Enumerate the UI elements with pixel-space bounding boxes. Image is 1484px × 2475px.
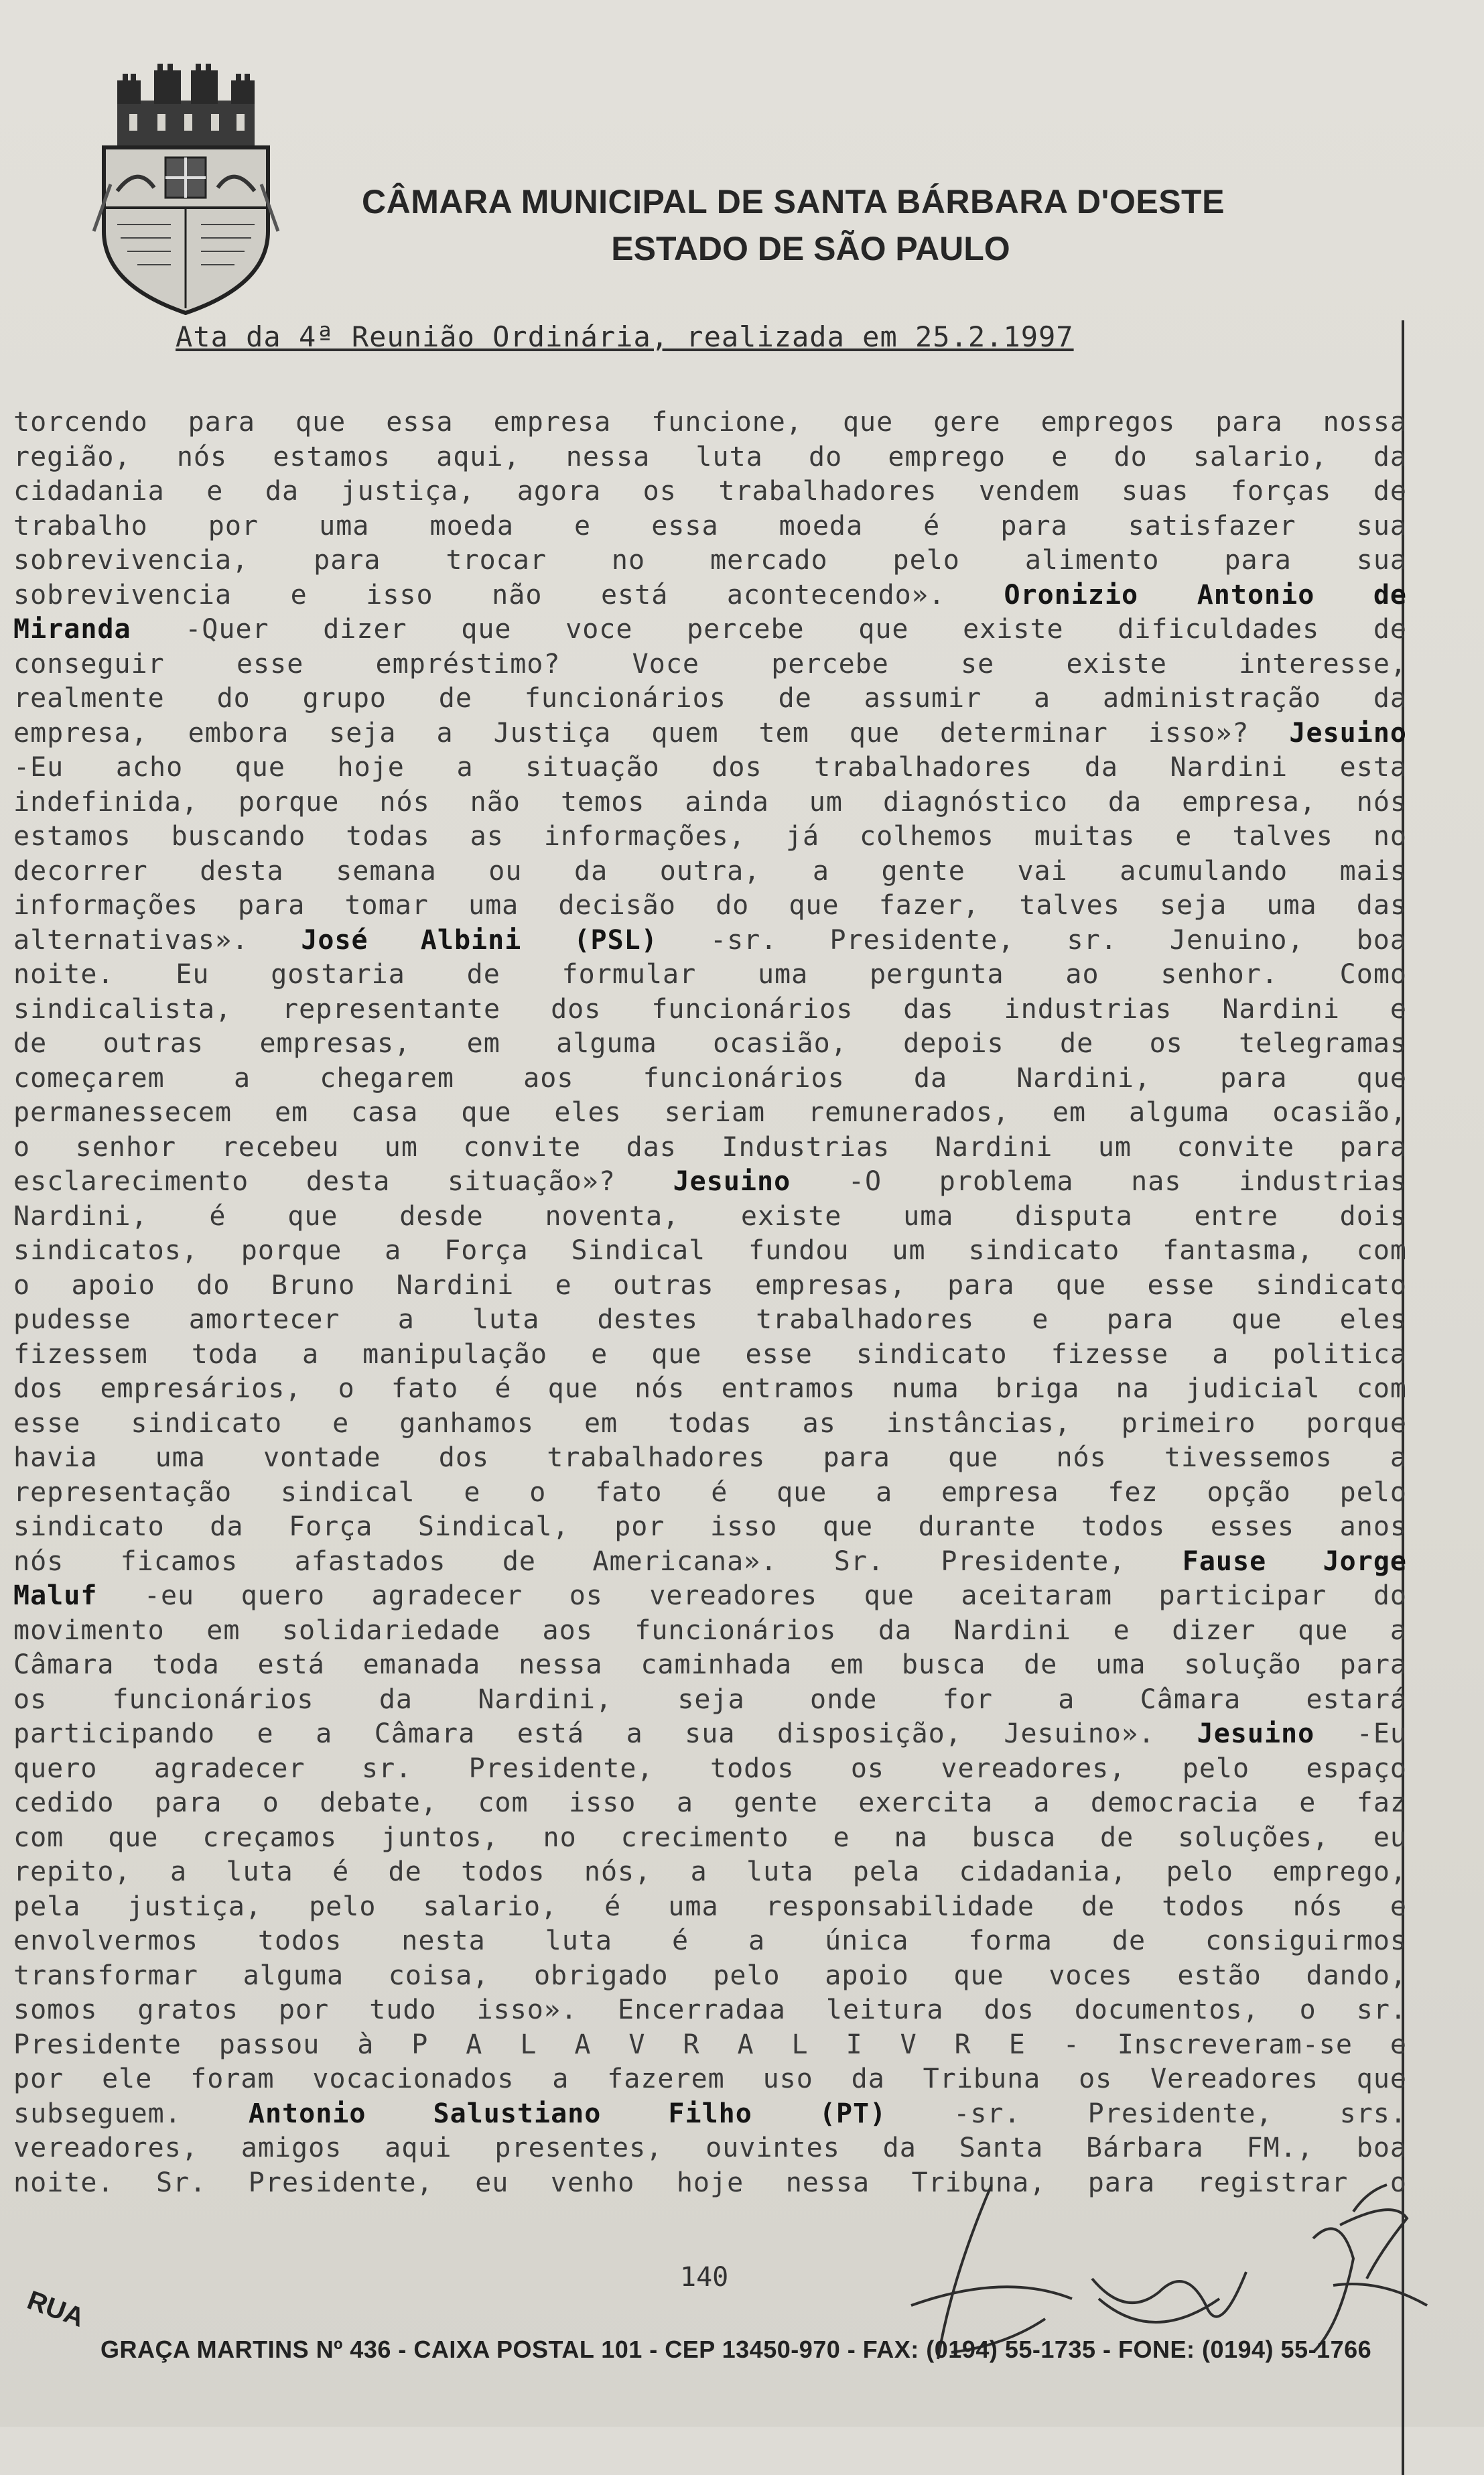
speaker-name: Jesuino [673,1166,791,1197]
line-text: torcendo para que essa empresa funcione, que gere empregos para nossa [13,407,1407,438]
line-text: sindicato da Força Sindical, por isso que durante todos esses anos [13,1511,1407,1542]
text-line [13,1441,1407,1476]
line-text: sobrevivencia e isso não está acontecendo». [13,579,945,611]
line-text: decorrer desta semana ou da outra, a gente vai acumulando mais [13,855,1407,887]
line-text: pudesse amortecer a luta destes trabalhadores e para que eles [13,1304,1407,1335]
line-text: -eu quero agradecer os vereadores que aceitaram participar do [143,1580,1407,1611]
line-text: sindicalista, representante dos funcionários das industrias Nardini e [13,993,1407,1025]
page-number: 140 [680,2262,729,2293]
text-line [13,820,1407,854]
text-line [13,613,1407,647]
text-line [13,1993,1407,2028]
text-line [13,682,1407,716]
line-text: o apoio do Bruno Nardini e outras empresas, para que esse sindicato [13,1269,1407,1301]
line-text: conseguir esse empréstimo? Voce percebe se existe interesse, [13,648,1407,680]
text-line [13,1717,1407,1752]
line-text: informações para tomar uma decisão do que fazer, talves seja uma das [13,890,1407,921]
text-line [13,854,1407,889]
text-line [13,889,1407,924]
text-line [13,544,1407,578]
line-text: empresa, embora seja a Justiça quem tem que determinar isso»? [13,717,1250,749]
text-line [13,924,1407,958]
line-text: região, nós estamos aqui, nessa luta do emprego e do salario, da [13,441,1407,472]
text-line [13,2097,1407,2132]
text-line [13,440,1407,475]
municipal-crest-icon [90,64,281,318]
text-line [13,474,1407,509]
text-line [13,1924,1407,1959]
line-text: cedido para o debate, com isso a gente exercita a democracia e faz [13,1787,1407,1818]
text-line [13,2062,1407,2097]
text-line [13,785,1407,820]
line-text: por ele foram vocacionados a fazerem uso da Tribuna os Vereadores que [13,2064,1407,2094]
speaker-name: José Albini (PSL) [301,924,658,956]
text-line [13,1131,1407,1165]
line-text: com que creçamos juntos, no crecimento e na busca de soluções, eu [13,1822,1407,1853]
line-text: sindicatos, porque a Força Sindical fundou um sindicato fantasma, com [13,1235,1407,1266]
line-text: de outras empresas, em alguma ocasião, depois de os telegramas [13,1028,1407,1059]
line-text: -Eu [1356,1718,1407,1749]
text-line [13,1338,1407,1373]
text-line [13,578,1407,613]
text-line [13,751,1407,785]
text-line [13,1959,1407,1994]
minutes-body [13,405,1407,2200]
text-line [13,2131,1407,2166]
line-text: subseguem. [13,2098,182,2129]
text-line [13,1303,1407,1338]
line-text: Presidente passou à P A L A V R A L I V R E - Inscreveram-se e [13,2029,1407,2060]
text-line [13,1752,1407,1787]
line-text: esclarecimento desta situação»? [13,1166,616,1197]
text-line [13,1269,1407,1304]
line-text: sobrevivencia, para trocar no mercado pelo alimento para sua [13,545,1407,576]
text-line [13,1200,1407,1234]
line-text: trabalho por uma moeda e essa moeda é para satisfazer sua [13,510,1407,542]
line-text: -sr. Presidente, sr. Jenuino, boa [710,924,1407,956]
line-text: -Eu acho que hoje a situação dos trabalhadores da Nardini esta [13,752,1407,783]
line-text: vereadores, amigos aqui presentes, ouvintes da Santa Bárbara FM., boa [13,2133,1407,2163]
line-text: participando e a Câmara está a sua disposição, Jesuino». [13,1718,1156,1749]
text-line [13,958,1407,993]
text-line [13,1855,1407,1890]
speaker-name: Jesuino [1197,1718,1315,1749]
line-text: permanessecem em casa que eles seriam remunerados, em alguma ocasião, [13,1097,1407,1128]
text-line [13,1165,1407,1200]
footer-address [23,2285,1434,2406]
text-line [13,1510,1407,1545]
text-line [13,1614,1407,1649]
line-text: dos empresários, o fato é que nós entramos numa briga na judicial com [13,1373,1407,1404]
line-text: representação sindical e o fato é que a empresa fez opção pelo [13,1476,1407,1508]
line-text: o senhor recebeu um convite das Industrias Nardini um convite para [13,1131,1407,1163]
line-text: alternativas». [13,924,249,956]
text-line [13,1648,1407,1683]
speaker-name: Antonio Salustiano Filho (PT) [248,2098,887,2129]
line-text: estamos buscando todas as informações, já colhemos muitas e talves no [13,821,1407,852]
text-line [13,993,1407,1027]
state-name: ESTADO DE SÃO PAULO [611,230,1010,267]
footer-contact: GRAÇA MARTINS Nº 436 - CAIXA POSTAL 101 - CEP 13450-970 - FAX: (0194) 55-1735 - FONE: (0194) 55-1766 [100,2336,1372,2363]
line-text: quero agradecer sr. Presidente, todos os vereadores, pelo espaço [13,1753,1407,1784]
text-line [13,1821,1407,1856]
text-line [13,1683,1407,1718]
line-text: repito, a luta é de todos nós, a luta pela cidadania, pelo emprego, [13,1856,1407,1887]
text-line [13,1890,1407,1925]
text-line [13,1476,1407,1511]
line-text: começarem a chegarem aos funcionários da Nardini, para que [13,1062,1407,1094]
line-text: esse sindicato e ganhamos em todas as instâncias, primeiro porque [13,1407,1407,1439]
line-text: -sr. Presidente, srs. [953,2098,1407,2129]
speaker-name: Miranda [13,614,131,645]
speaker-name: Maluf [13,1580,98,1611]
speaker-name: Fause Jorge [1182,1545,1407,1577]
line-text: somos gratos por tudo isso». Encerradaa leitura dos documentos, o sr. [13,1994,1407,2025]
institution-name: CÂMARA MUNICIPAL DE SANTA BÁRBARA D'OESTE [362,183,1225,220]
text-line [13,1786,1407,1821]
text-line [13,716,1407,751]
line-text: pela justiça, pelo salario, é uma responsabilidade de todos nós e [13,1891,1407,1922]
text-line [13,1545,1407,1580]
text-line [13,405,1407,440]
line-text: movimento em solidariedade aos funcionários da Nardini e dizer que a [13,1614,1407,1646]
line-text: fizessem toda a manipulação e que esse sindicato fizesse a politica [13,1338,1407,1370]
line-text: transformar alguma coisa, obrigado pelo apoio que voces estão dando, [13,1960,1407,1991]
line-text: cidadania e da justiça, agora os trabalhadores vendem suas forças de [13,476,1407,507]
line-text: noite. Sr. Presidente, eu venho hoje nessa Tribuna, para registrar o [13,2167,1407,2198]
line-text: noite. Eu gostaria de formular uma pergunta ao senhor. Como [13,959,1407,990]
text-line [13,1234,1407,1269]
line-text: indefinida, porque nós não temos ainda um diagnóstico da empresa, nós [13,786,1407,818]
text-line [13,647,1407,682]
text-line [13,1027,1407,1062]
text-line [13,1407,1407,1442]
line-text: os funcionários da Nardini, seja onde for a Câmara estará [13,1684,1407,1715]
line-text: envolvermos todos nesta luta é a única forma de consiguirmos [13,1925,1407,1956]
text-line [13,509,1407,544]
text-line [13,1062,1407,1096]
text-line [13,1579,1407,1614]
line-text: Câmara toda está emanada nessa caminhada em busca de uma solução para [13,1649,1407,1680]
text-line [13,1096,1407,1131]
speaker-name: Jesuino [1289,717,1407,749]
line-text: nós ficamos afastados de Americana». Sr. Presidente, [13,1545,1126,1577]
line-text: -O problema nas industrias [848,1166,1407,1197]
minutes-title: Ata da 4ª Reunião Ordinária, realizada em 25.2.1997 [176,320,1074,353]
footer-street: RUA [23,2285,88,2333]
speaker-name: Oronizio Antonio de [1004,579,1407,611]
text-line [13,1372,1407,1407]
line-text: havia uma vontade dos trabalhadores para que nós tivessemos a [13,1442,1407,1473]
line-text: -Quer dizer que voce percebe que existe dificuldades de [185,614,1407,645]
text-line [13,2028,1407,2063]
line-text: Nardini, é que desde noventa, existe uma disputa entre dois [13,1200,1407,1232]
line-text: realmente do grupo de funcionários de assumir a administração da [13,683,1407,714]
